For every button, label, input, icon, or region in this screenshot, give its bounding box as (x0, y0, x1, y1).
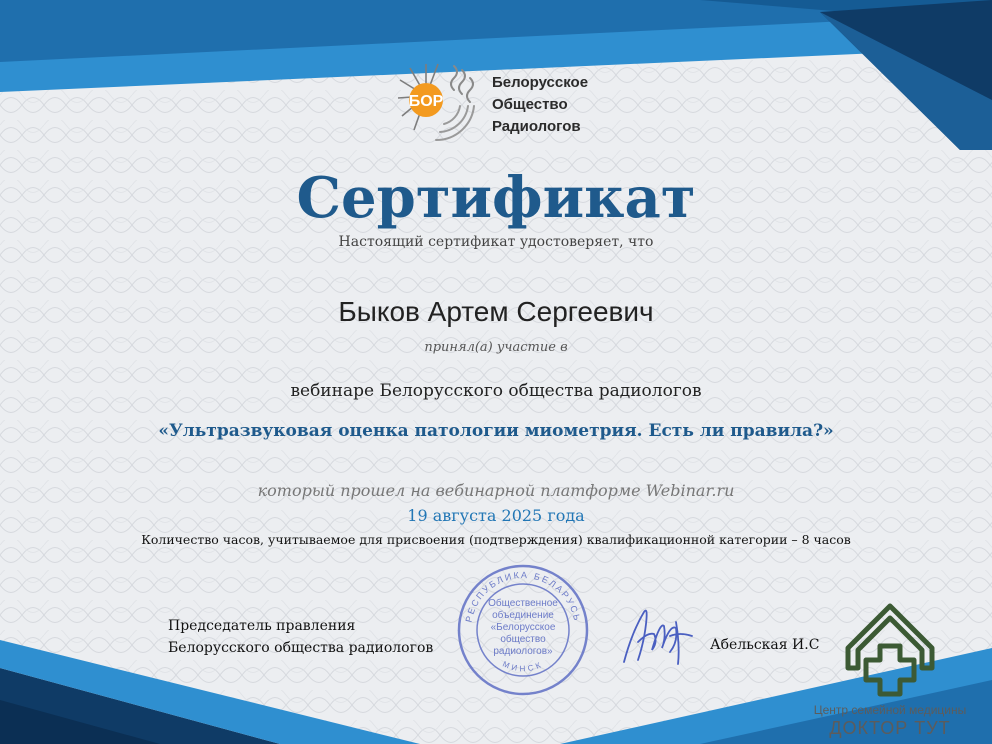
hours-text: Количество часов, учитываемое для присвоения (подтверждения) квалификационной категории – 8 часов (141, 532, 851, 547)
event-title: «Ультразвуковая оценка патологии миометрия. Есть ли правила?» (158, 421, 834, 441)
medical-cross-icon (866, 646, 914, 694)
partner-line-2: ДОКТОР ТУТ (829, 718, 951, 738)
participation-text: принял(а) участие в (424, 340, 568, 355)
position-line-1: Председатель правления (168, 618, 356, 634)
org-name-line-3: Радиологов (492, 118, 581, 135)
event-date: 19 августа 2025 года (407, 506, 585, 525)
stamp-line-4: общество (500, 634, 546, 645)
recipient-name: Быков Артем Сергеевич (338, 296, 654, 327)
stamp-line-1: Общественное (488, 598, 558, 609)
position-line-2: Белорусского общества радиологов (168, 640, 434, 656)
org-name-line-2: Общество (492, 96, 568, 113)
logo-abbr: БОР (408, 93, 444, 110)
stamp-line-3: «Белорусское (490, 622, 556, 633)
platform-text: который прошел на вебинарной платформе Webinar.ru (257, 481, 735, 500)
certificate-title: Сертификат (296, 165, 696, 231)
event-type: вебинаре Белорусского общества радиологов (290, 381, 702, 401)
stamp-ring-bottom: МИНСК (501, 659, 545, 674)
partner-house-icon (842, 598, 938, 698)
stamp-ring-top: РЕСПУБЛИКА БЕЛАРУСЬ (463, 569, 583, 624)
stamp-line-2: объединение (492, 610, 554, 621)
signer-name: Абельская И.С (710, 637, 820, 653)
certificate-subtitle: Настоящий сертификат удостоверяет, что (338, 234, 654, 250)
stamp-line-5: радиологов» (493, 646, 553, 657)
bor-logo-icon (396, 56, 486, 148)
signature-position (168, 615, 433, 659)
org-name-line-1: Белорусское (492, 74, 589, 91)
partner-line-1: Центр семейной медицины (813, 703, 967, 717)
official-stamp (455, 562, 591, 698)
handwritten-signature (618, 602, 698, 670)
svg-text:МИНСК (501, 659, 545, 673)
